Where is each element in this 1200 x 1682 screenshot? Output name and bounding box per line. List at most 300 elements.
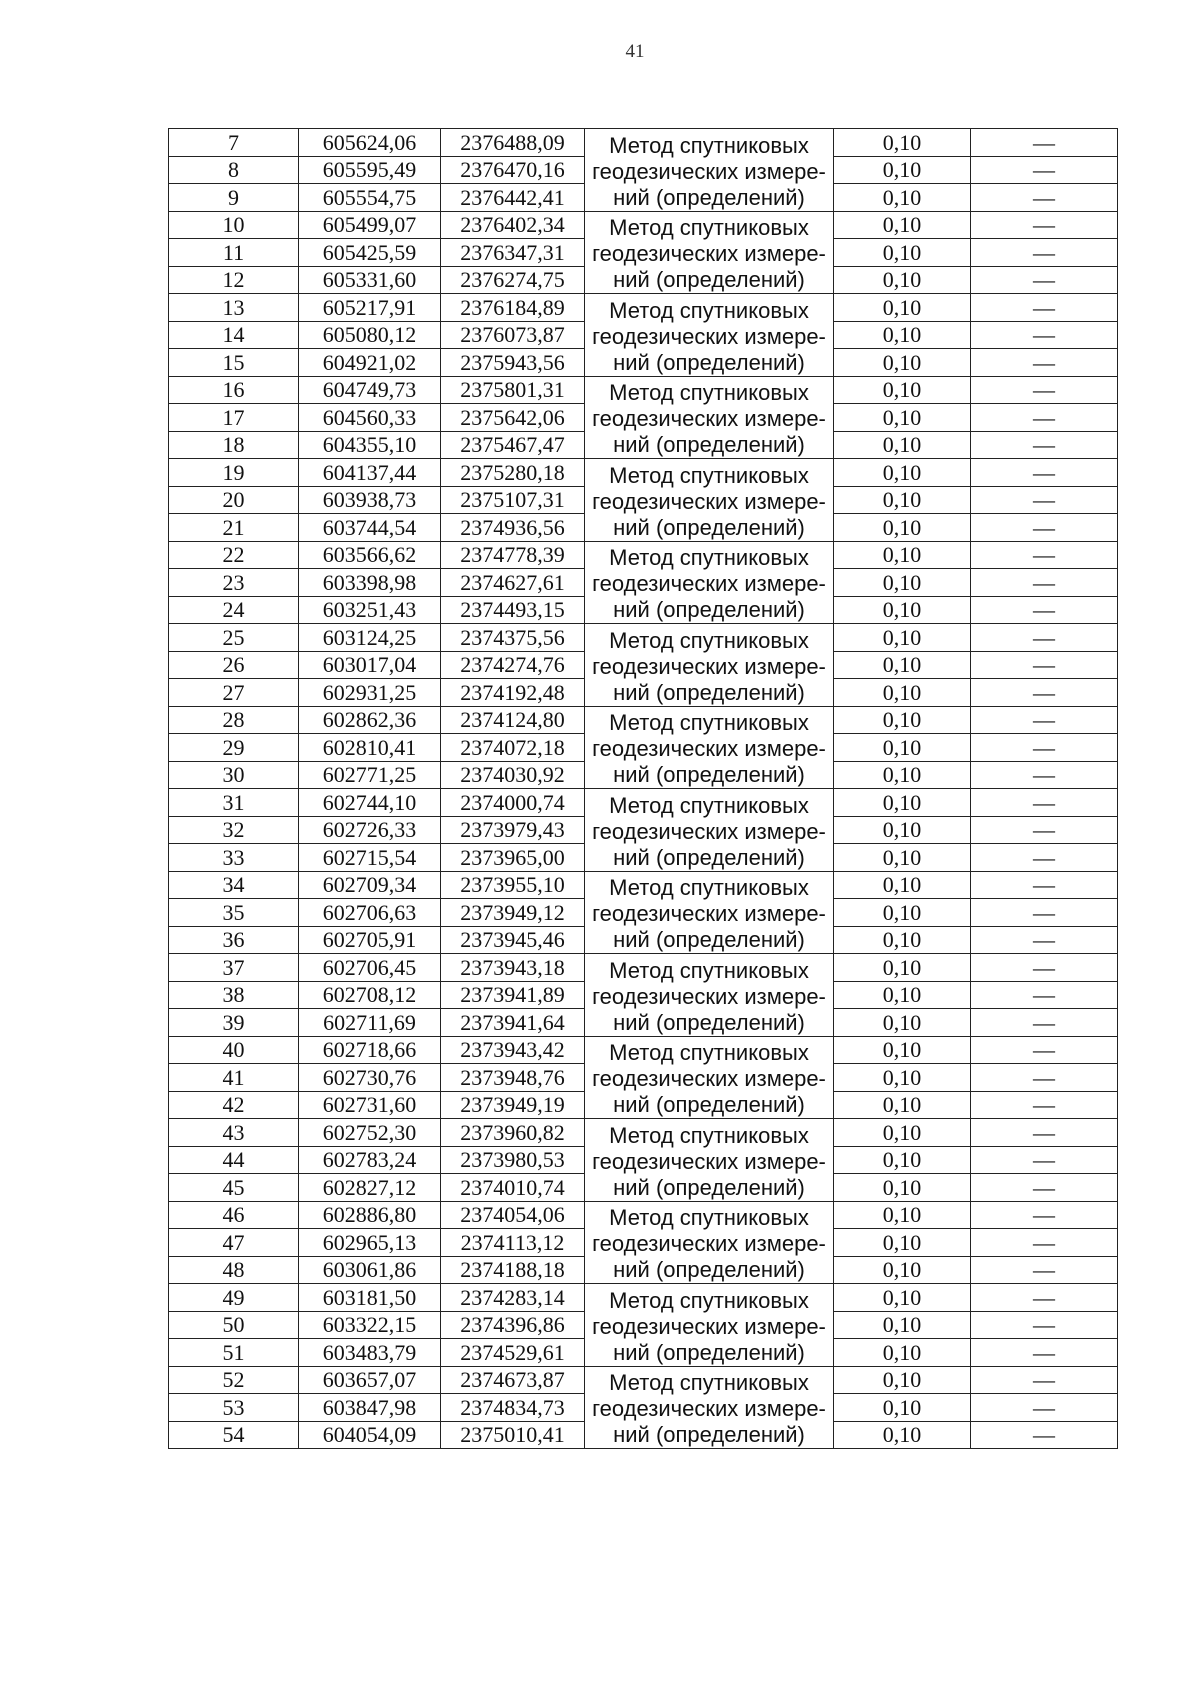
point-number-cell: 23 [169, 569, 299, 597]
extra-cell: — [971, 514, 1118, 542]
extra-cell: — [971, 706, 1118, 734]
method-text-line: ний (определений) [613, 1009, 805, 1035]
accuracy-cell: 0,10 [834, 294, 971, 322]
extra-cell: — [971, 596, 1118, 624]
table-row [169, 1366, 1118, 1394]
extra-cell: — [971, 679, 1118, 707]
accuracy-cell: 0,10 [834, 706, 971, 734]
table-row [169, 954, 1118, 982]
accuracy-cell: 0,10 [834, 679, 971, 707]
extra-cell: — [971, 184, 1118, 212]
table-row [169, 459, 1118, 487]
extra-cell: — [971, 761, 1118, 789]
method-text-line: ний (определений) [613, 1257, 805, 1282]
extra-cell: — [971, 569, 1118, 597]
accuracy-cell: 0,10 [834, 1036, 971, 1064]
y-coordinate-cell: 2375467,47 [441, 431, 585, 459]
extra-cell: — [971, 1256, 1118, 1284]
method-text-line: геодезических измере- [592, 241, 826, 266]
y-coordinate-cell: 2376274,75 [441, 266, 585, 294]
extra-cell: — [971, 1339, 1118, 1367]
method-text-line: геодезических измере- [592, 1066, 826, 1091]
accuracy-cell: 0,10 [834, 459, 971, 487]
x-coordinate-cell: 603657,07 [299, 1366, 441, 1394]
x-coordinate-cell: 602726,33 [299, 816, 441, 844]
x-coordinate-cell: 603566,62 [299, 541, 441, 569]
method-text-line: Метод спутниковых [609, 1040, 809, 1065]
extra-cell: — [971, 211, 1118, 239]
method-text-line: ний (определений) [613, 597, 805, 622]
x-coordinate-cell: 602771,25 [299, 761, 441, 789]
y-coordinate-cell: 2375642,06 [441, 404, 585, 432]
accuracy-cell: 0,10 [834, 486, 971, 514]
accuracy-cell: 0,10 [834, 899, 971, 927]
accuracy-cell: 0,10 [834, 1091, 971, 1119]
accuracy-cell: 0,10 [834, 404, 971, 432]
x-coordinate-cell: 603483,79 [299, 1339, 441, 1367]
method-text-line: Метод спутниковых [609, 462, 809, 488]
table-row [169, 376, 1118, 404]
x-coordinate-cell: 605624,06 [299, 129, 441, 157]
y-coordinate-cell: 2373980,53 [441, 1146, 585, 1174]
y-coordinate-cell: 2374030,92 [441, 761, 585, 789]
accuracy-cell: 0,10 [834, 596, 971, 624]
method-text-line: Метод спутниковых [609, 957, 809, 983]
point-number-cell: 53 [169, 1394, 299, 1422]
y-coordinate-cell: 2376442,41 [441, 184, 585, 212]
extra-cell: — [971, 816, 1118, 844]
y-coordinate-cell: 2373941,89 [441, 981, 585, 1009]
accuracy-cell: 0,10 [834, 1394, 971, 1422]
method-text-line: ний (определений) [613, 184, 805, 210]
method-cell [585, 1036, 834, 1119]
y-coordinate-cell: 2373979,43 [441, 816, 585, 844]
point-number-cell: 52 [169, 1366, 299, 1394]
accuracy-cell: 0,10 [834, 514, 971, 542]
point-number-cell: 18 [169, 431, 299, 459]
point-number-cell: 48 [169, 1256, 299, 1284]
method-text-line: геодезических измере- [592, 818, 826, 844]
x-coordinate-cell: 602744,10 [299, 789, 441, 817]
y-coordinate-cell: 2374192,48 [441, 679, 585, 707]
method-text-line: геодезических измере- [592, 323, 826, 349]
x-coordinate-cell: 602718,66 [299, 1036, 441, 1064]
y-coordinate-cell: 2374627,61 [441, 569, 585, 597]
method-text-line: геодезических измере- [592, 983, 826, 1009]
method-text-line: Метод спутниковых [609, 297, 809, 323]
accuracy-cell: 0,10 [834, 1146, 971, 1174]
method-text-line: Метод спутниковых [609, 1287, 809, 1313]
extra-cell: — [971, 1311, 1118, 1339]
accuracy-cell: 0,10 [834, 1284, 971, 1312]
extra-cell: — [971, 321, 1118, 349]
x-coordinate-cell: 602965,13 [299, 1229, 441, 1257]
accuracy-cell: 0,10 [834, 761, 971, 789]
y-coordinate-cell: 2376184,89 [441, 294, 585, 322]
y-coordinate-cell: 2375280,18 [441, 459, 585, 487]
point-number-cell: 37 [169, 954, 299, 982]
extra-cell: — [971, 376, 1118, 404]
x-coordinate-cell: 602931,25 [299, 679, 441, 707]
x-coordinate-cell: 605595,49 [299, 156, 441, 184]
accuracy-cell: 0,10 [834, 266, 971, 294]
point-number-cell: 49 [169, 1284, 299, 1312]
accuracy-cell: 0,10 [834, 871, 971, 899]
y-coordinate-cell: 2374673,87 [441, 1366, 585, 1394]
y-coordinate-cell: 2374274,76 [441, 651, 585, 679]
point-number-cell: 17 [169, 404, 299, 432]
table-row [169, 789, 1118, 817]
method-text-line: Метод спутниковых [609, 875, 809, 900]
x-coordinate-cell: 604137,44 [299, 459, 441, 487]
y-coordinate-cell: 2373941,64 [441, 1009, 585, 1037]
point-number-cell: 28 [169, 706, 299, 734]
accuracy-cell: 0,10 [834, 651, 971, 679]
table-row [169, 1284, 1118, 1312]
point-number-cell: 29 [169, 734, 299, 762]
extra-cell: — [971, 871, 1118, 899]
accuracy-cell: 0,10 [834, 211, 971, 239]
point-number-cell: 40 [169, 1036, 299, 1064]
point-number-cell: 8 [169, 156, 299, 184]
point-number-cell: 51 [169, 1339, 299, 1367]
x-coordinate-cell: 602810,41 [299, 734, 441, 762]
x-coordinate-cell: 604355,10 [299, 431, 441, 459]
method-text-line: геодезических измере- [592, 1231, 826, 1256]
point-number-cell: 19 [169, 459, 299, 487]
point-number-cell: 9 [169, 184, 299, 212]
method-cell [585, 459, 834, 542]
point-number-cell: 30 [169, 761, 299, 789]
method-text-line: геодезических измере- [592, 736, 826, 761]
accuracy-cell: 0,10 [834, 981, 971, 1009]
table-row [169, 129, 1118, 157]
method-cell [585, 1119, 834, 1202]
method-text-line: Метод спутниковых [609, 215, 809, 240]
extra-cell: — [971, 926, 1118, 954]
point-number-cell: 24 [169, 596, 299, 624]
method-cell [585, 1201, 834, 1284]
x-coordinate-cell: 602752,30 [299, 1119, 441, 1147]
point-number-cell: 14 [169, 321, 299, 349]
y-coordinate-cell: 2374834,73 [441, 1394, 585, 1422]
accuracy-cell: 0,10 [834, 1009, 971, 1037]
x-coordinate-cell: 605080,12 [299, 321, 441, 349]
method-cell [585, 624, 834, 707]
x-coordinate-cell: 603322,15 [299, 1311, 441, 1339]
method-text-line: ний (определений) [613, 1339, 805, 1365]
x-coordinate-cell: 603124,25 [299, 624, 441, 652]
point-number-cell: 35 [169, 899, 299, 927]
method-text-line: ний (определений) [613, 927, 805, 952]
point-number-cell: 33 [169, 844, 299, 872]
y-coordinate-cell: 2375801,31 [441, 376, 585, 404]
extra-cell: — [971, 294, 1118, 322]
accuracy-cell: 0,10 [834, 1119, 971, 1147]
table-row [169, 706, 1118, 734]
extra-cell: — [971, 404, 1118, 432]
x-coordinate-cell: 605217,91 [299, 294, 441, 322]
point-number-cell: 46 [169, 1201, 299, 1229]
page-number: 41 [625, 41, 645, 62]
x-coordinate-cell: 603398,98 [299, 569, 441, 597]
y-coordinate-cell: 2374188,18 [441, 1256, 585, 1284]
y-coordinate-cell: 2374000,74 [441, 789, 585, 817]
accuracy-cell: 0,10 [834, 1366, 971, 1394]
point-number-cell: 13 [169, 294, 299, 322]
method-text-line: ний (определений) [613, 432, 805, 457]
method-cell [585, 789, 834, 872]
x-coordinate-cell: 602709,34 [299, 871, 441, 899]
point-number-cell: 39 [169, 1009, 299, 1037]
accuracy-cell: 0,10 [834, 431, 971, 459]
extra-cell: — [971, 1091, 1118, 1119]
y-coordinate-cell: 2373949,19 [441, 1091, 585, 1119]
accuracy-cell: 0,10 [834, 624, 971, 652]
accuracy-cell: 0,10 [834, 156, 971, 184]
extra-cell: — [971, 1229, 1118, 1257]
point-number-cell: 12 [169, 266, 299, 294]
method-text-line: ний (определений) [613, 762, 805, 787]
extra-cell: — [971, 541, 1118, 569]
method-text-line: ний (определений) [613, 844, 805, 870]
y-coordinate-cell: 2374124,80 [441, 706, 585, 734]
accuracy-cell: 0,10 [834, 816, 971, 844]
x-coordinate-cell: 602711,69 [299, 1009, 441, 1037]
accuracy-cell: 0,10 [834, 1064, 971, 1092]
table-row [169, 1036, 1118, 1064]
method-text-line: ний (определений) [613, 349, 805, 375]
extra-cell: — [971, 1064, 1118, 1092]
accuracy-cell: 0,10 [834, 734, 971, 762]
method-text-line: ний (определений) [613, 1422, 805, 1447]
extra-cell: — [971, 624, 1118, 652]
x-coordinate-cell: 603938,73 [299, 486, 441, 514]
method-text-line: ний (определений) [613, 514, 805, 540]
extra-cell: — [971, 1174, 1118, 1202]
method-cell [585, 1284, 834, 1367]
method-cell [585, 541, 834, 624]
extra-cell: — [971, 1394, 1118, 1422]
accuracy-cell: 0,10 [834, 541, 971, 569]
accuracy-cell: 0,10 [834, 184, 971, 212]
point-number-cell: 50 [169, 1311, 299, 1339]
y-coordinate-cell: 2373949,12 [441, 899, 585, 927]
method-text-line: геодезических измере- [592, 571, 826, 596]
point-number-cell: 54 [169, 1421, 299, 1449]
method-cell [585, 376, 834, 459]
x-coordinate-cell: 602708,12 [299, 981, 441, 1009]
x-coordinate-cell: 604054,09 [299, 1421, 441, 1449]
x-coordinate-cell: 602862,36 [299, 706, 441, 734]
accuracy-cell: 0,10 [834, 1339, 971, 1367]
method-text-line: Метод спутниковых [609, 545, 809, 570]
x-coordinate-cell: 602715,54 [299, 844, 441, 872]
extra-cell: — [971, 459, 1118, 487]
y-coordinate-cell: 2374072,18 [441, 734, 585, 762]
y-coordinate-cell: 2376488,09 [441, 129, 585, 157]
extra-cell: — [971, 1201, 1118, 1229]
method-text-line: Метод спутниковых [609, 1122, 809, 1148]
y-coordinate-cell: 2374493,15 [441, 596, 585, 624]
x-coordinate-cell: 605425,59 [299, 239, 441, 267]
y-coordinate-cell: 2376347,31 [441, 239, 585, 267]
method-text-line: геодезических измере- [592, 1396, 826, 1421]
method-cell [585, 706, 834, 789]
point-number-cell: 31 [169, 789, 299, 817]
extra-cell: — [971, 844, 1118, 872]
point-number-cell: 10 [169, 211, 299, 239]
method-cell [585, 871, 834, 954]
method-text-line: Метод спутниковых [609, 792, 809, 818]
point-number-cell: 44 [169, 1146, 299, 1174]
extra-cell: — [971, 1009, 1118, 1037]
point-number-cell: 15 [169, 349, 299, 377]
point-number-cell: 45 [169, 1174, 299, 1202]
method-text-line: геодезических измере- [592, 406, 826, 431]
extra-cell: — [971, 1146, 1118, 1174]
x-coordinate-cell: 602731,60 [299, 1091, 441, 1119]
extra-cell: — [971, 129, 1118, 157]
accuracy-cell: 0,10 [834, 569, 971, 597]
x-coordinate-cell: 603061,86 [299, 1256, 441, 1284]
x-coordinate-cell: 605499,07 [299, 211, 441, 239]
y-coordinate-cell: 2374396,86 [441, 1311, 585, 1339]
y-coordinate-cell: 2374054,06 [441, 1201, 585, 1229]
point-number-cell: 27 [169, 679, 299, 707]
method-text-line: геодезических измере- [592, 158, 826, 184]
accuracy-cell: 0,10 [834, 349, 971, 377]
method-cell [585, 294, 834, 377]
accuracy-cell: 0,10 [834, 789, 971, 817]
extra-cell: — [971, 734, 1118, 762]
x-coordinate-cell: 602706,45 [299, 954, 441, 982]
y-coordinate-cell: 2373965,00 [441, 844, 585, 872]
table-row [169, 1119, 1118, 1147]
extra-cell: — [971, 1284, 1118, 1312]
method-cell [585, 1366, 834, 1449]
accuracy-cell: 0,10 [834, 1421, 971, 1449]
method-text-line: геодезических измере- [592, 1148, 826, 1174]
x-coordinate-cell: 603181,50 [299, 1284, 441, 1312]
y-coordinate-cell: 2373943,42 [441, 1036, 585, 1064]
point-number-cell: 42 [169, 1091, 299, 1119]
method-cell [585, 954, 834, 1037]
method-text-line: Метод спутниковых [609, 1205, 809, 1230]
accuracy-cell: 0,10 [834, 1174, 971, 1202]
extra-cell: — [971, 1421, 1118, 1449]
x-coordinate-cell: 603744,54 [299, 514, 441, 542]
y-coordinate-cell: 2375107,31 [441, 486, 585, 514]
y-coordinate-cell: 2376073,87 [441, 321, 585, 349]
y-coordinate-cell: 2375010,41 [441, 1421, 585, 1449]
x-coordinate-cell: 602886,80 [299, 1201, 441, 1229]
y-coordinate-cell: 2374283,14 [441, 1284, 585, 1312]
method-cell [585, 129, 834, 212]
table-row [169, 871, 1118, 899]
extra-cell: — [971, 899, 1118, 927]
extra-cell: — [971, 239, 1118, 267]
y-coordinate-cell: 2374936,56 [441, 514, 585, 542]
method-text-line: геодезических измере- [592, 488, 826, 514]
accuracy-cell: 0,10 [834, 129, 971, 157]
point-number-cell: 36 [169, 926, 299, 954]
extra-cell: — [971, 954, 1118, 982]
table-row [169, 294, 1118, 322]
extra-cell: — [971, 349, 1118, 377]
method-text-line: геодезических измере- [592, 653, 826, 679]
table-row [169, 1201, 1118, 1229]
accuracy-cell: 0,10 [834, 844, 971, 872]
table-row [169, 211, 1118, 239]
method-text-line: ний (определений) [613, 1092, 805, 1117]
x-coordinate-cell: 603847,98 [299, 1394, 441, 1422]
x-coordinate-cell: 603251,43 [299, 596, 441, 624]
y-coordinate-cell: 2373960,82 [441, 1119, 585, 1147]
method-text-line: Метод спутниковых [609, 710, 809, 735]
accuracy-cell: 0,10 [834, 321, 971, 349]
extra-cell: — [971, 651, 1118, 679]
coordinates-table-body [169, 129, 1118, 1449]
point-number-cell: 21 [169, 514, 299, 542]
table-row [169, 541, 1118, 569]
point-number-cell: 11 [169, 239, 299, 267]
point-number-cell: 47 [169, 1229, 299, 1257]
method-text-line: Метод спутниковых [609, 1370, 809, 1395]
method-text-line: Метод спутниковых [609, 627, 809, 653]
point-number-cell: 32 [169, 816, 299, 844]
x-coordinate-cell: 605554,75 [299, 184, 441, 212]
point-number-cell: 38 [169, 981, 299, 1009]
y-coordinate-cell: 2374113,12 [441, 1229, 585, 1257]
extra-cell: — [971, 1036, 1118, 1064]
coordinates-table [168, 128, 1118, 1449]
point-number-cell: 43 [169, 1119, 299, 1147]
method-text-line: ний (определений) [613, 679, 805, 705]
x-coordinate-cell: 602705,91 [299, 926, 441, 954]
accuracy-cell: 0,10 [834, 239, 971, 267]
method-text-line: геодезических измере- [592, 901, 826, 926]
point-number-cell: 20 [169, 486, 299, 514]
x-coordinate-cell: 605331,60 [299, 266, 441, 294]
point-number-cell: 16 [169, 376, 299, 404]
y-coordinate-cell: 2373943,18 [441, 954, 585, 982]
extra-cell: — [971, 486, 1118, 514]
extra-cell: — [971, 266, 1118, 294]
x-coordinate-cell: 604749,73 [299, 376, 441, 404]
x-coordinate-cell: 602783,24 [299, 1146, 441, 1174]
point-number-cell: 41 [169, 1064, 299, 1092]
point-number-cell: 25 [169, 624, 299, 652]
extra-cell: — [971, 789, 1118, 817]
point-number-cell: 7 [169, 129, 299, 157]
accuracy-cell: 0,10 [834, 926, 971, 954]
y-coordinate-cell: 2374010,74 [441, 1174, 585, 1202]
accuracy-cell: 0,10 [834, 1311, 971, 1339]
x-coordinate-cell: 602730,76 [299, 1064, 441, 1092]
x-coordinate-cell: 603017,04 [299, 651, 441, 679]
x-coordinate-cell: 602827,12 [299, 1174, 441, 1202]
accuracy-cell: 0,10 [834, 1256, 971, 1284]
y-coordinate-cell: 2373945,46 [441, 926, 585, 954]
accuracy-cell: 0,10 [834, 1229, 971, 1257]
y-coordinate-cell: 2376402,34 [441, 211, 585, 239]
y-coordinate-cell: 2374778,39 [441, 541, 585, 569]
y-coordinate-cell: 2374375,56 [441, 624, 585, 652]
accuracy-cell: 0,10 [834, 376, 971, 404]
method-text-line: Метод спутниковых [609, 132, 809, 158]
x-coordinate-cell: 604921,02 [299, 349, 441, 377]
